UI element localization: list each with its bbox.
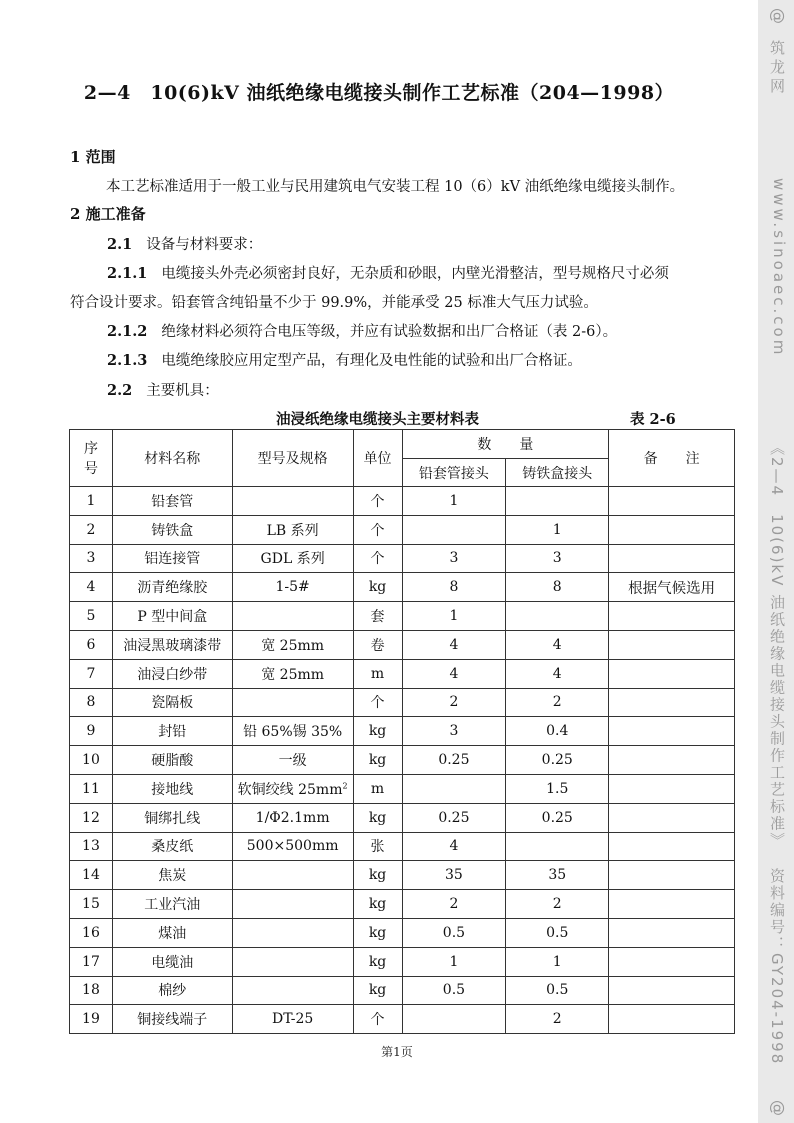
cell-qty-iron: 0.5 (506, 976, 609, 1005)
cell-qty-iron: 2 (506, 688, 609, 717)
header-qty-iron-box: 铸铁盒接头 (506, 459, 609, 487)
table-row (70, 717, 735, 746)
table-row (70, 947, 735, 976)
paragraph-2-1-1-text-a: 电缆接头外壳必须密封良好，无杂质和砂眼，内壁光滑整洁，型号规格尺寸必须 (161, 266, 669, 282)
cell-seq: 12 (70, 803, 113, 832)
cell-qty-lead: 0.5 (402, 918, 506, 947)
cell-qty-iron: 3 (506, 544, 609, 573)
cell-qty-lead (402, 515, 506, 544)
cell-qty-iron: 8 (506, 573, 609, 602)
cell-spec: 宽 25mm (232, 659, 353, 688)
page-number: 第1页 (381, 1045, 413, 1059)
cell-spec (232, 487, 353, 516)
cell-spec: 1/Φ2.1mm (232, 803, 353, 832)
paragraph-2-1-3 (107, 349, 582, 370)
cell-qty-lead: 0.5 (402, 976, 506, 1005)
cell-qty-lead: 1 (402, 947, 506, 976)
table-row (70, 544, 735, 573)
cell-seq: 9 (70, 717, 113, 746)
cell-qty-iron: 1 (506, 515, 609, 544)
cell-spec: GDL 系列 (232, 544, 353, 573)
cell-qty-lead: 3 (402, 717, 506, 746)
cell-unit: 卷 (353, 630, 402, 659)
cell-unit: kg (353, 890, 402, 919)
table-row (70, 774, 735, 803)
cell-seq: 10 (70, 746, 113, 775)
cell-qty-lead: 2 (402, 688, 506, 717)
cell-seq: 14 (70, 861, 113, 890)
paragraph-2-1-2-text: 绝缘材料必须符合电压等级，并应有试验数据和出厂合格证（表 2-6）。 (161, 324, 618, 340)
cell-qty-lead (402, 774, 506, 803)
cell-note: 根据气候选用 (609, 573, 735, 602)
cell-unit: 个 (353, 544, 402, 573)
header-note: 备 注 (609, 430, 735, 487)
side-doc-title: 《2—4 10(6)kV 油纸绝缘电缆接头制作工艺标准》 (768, 440, 786, 850)
cell-seq: 4 (70, 573, 113, 602)
cell-note (609, 803, 735, 832)
cell-unit: 套 (353, 602, 402, 631)
cell-seq: 6 (70, 630, 113, 659)
cell-spec (232, 861, 353, 890)
cell-spec: 宽 25mm (232, 630, 353, 659)
cell-qty-iron: 4 (506, 630, 609, 659)
side-top-symbol: @ (769, 8, 788, 24)
cell-qty-iron (506, 832, 609, 861)
cell-qty-lead (402, 1005, 506, 1034)
cell-unit: kg (353, 976, 402, 1005)
cell-spec: 铅 65%锡 35% (232, 717, 353, 746)
cell-unit: 张 (353, 832, 402, 861)
cell-qty-iron (506, 487, 609, 516)
header-seq-line-1: 序 (83, 441, 98, 457)
cell-name: 桑皮纸 (112, 832, 232, 861)
cell-spec: 软铜绞线 $25mm^2$ (232, 774, 353, 803)
cell-qty-lead: 35 (402, 861, 506, 890)
cell-name: 工业汽油 (112, 890, 232, 919)
cell-qty-iron: 2 (506, 890, 609, 919)
cell-name: 煤油 (112, 918, 232, 947)
cell-spec: DT-25 (232, 1005, 353, 1034)
cell-name: 铜接线端子 (112, 1005, 232, 1034)
cell-note (609, 861, 735, 890)
materials-table (69, 429, 735, 1034)
unit-superscript: 2 (342, 781, 348, 791)
cell-qty-lead: 0.25 (402, 803, 506, 832)
table-row (70, 976, 735, 1005)
section-1-text: 本工艺标准适用于一般工业与民用建筑电气安装工程 10（6）kV 油纸绝缘电缆接头制作。 (106, 179, 685, 195)
paragraph-2-2 (107, 379, 219, 400)
cell-seq: 11 (70, 774, 113, 803)
cell-unit: 个 (353, 688, 402, 717)
cell-spec (232, 890, 353, 919)
cell-qty-lead: 2 (402, 890, 506, 919)
cell-seq: 5 (70, 602, 113, 631)
cell-name: 铜绑扎线 (112, 803, 232, 832)
cell-note (609, 774, 735, 803)
cell-name: 接地线 (112, 774, 232, 803)
section-2-heading: 2 施工准备 (70, 205, 146, 223)
cell-name: P 型中间盒 (112, 602, 232, 631)
cell-note (609, 659, 735, 688)
cell-qty-iron: 35 (506, 861, 609, 890)
header-spec: 型号及规格 (232, 430, 353, 487)
cell-seq: 18 (70, 976, 113, 1005)
paragraph-2-1-1 (107, 262, 669, 283)
table-row (70, 832, 735, 861)
cell-qty-lead: 1 (402, 602, 506, 631)
cell-qty-iron: 1.5 (506, 774, 609, 803)
cell-qty-iron: 0.5 (506, 918, 609, 947)
cell-unit: m (353, 659, 402, 688)
cell-seq: 16 (70, 918, 113, 947)
header-seq-line-2: 号 (83, 461, 98, 477)
table-row (70, 890, 735, 919)
cell-spec: 1-5# (232, 573, 353, 602)
cell-qty-iron (506, 602, 609, 631)
cell-seq: 13 (70, 832, 113, 861)
cell-note (609, 1005, 735, 1034)
table-number: 表 2-6 (630, 411, 676, 428)
cell-unit: kg (353, 861, 402, 890)
cell-spec (232, 947, 353, 976)
cell-seq: 1 (70, 487, 113, 516)
cell-note (609, 746, 735, 775)
cell-name: 焦炭 (112, 861, 232, 890)
cell-note (609, 890, 735, 919)
cell-qty-lead: 4 (402, 659, 506, 688)
cell-unit: kg (353, 717, 402, 746)
cell-name: 电缆油 (112, 947, 232, 976)
cell-qty-lead: 1 (402, 487, 506, 516)
table-row (70, 918, 735, 947)
cell-qty-lead: 4 (402, 832, 506, 861)
header-quantity: 数 量 (402, 430, 609, 459)
table-row (70, 487, 735, 516)
cell-spec (232, 976, 353, 1005)
cell-qty-lead: 8 (402, 573, 506, 602)
cell-note (609, 688, 735, 717)
cell-note (609, 947, 735, 976)
side-doc-code: 资料编号：GY204-1998 (768, 868, 786, 1066)
cell-unit: kg (353, 573, 402, 602)
cell-spec (232, 688, 353, 717)
cell-note (609, 515, 735, 544)
table-row (70, 803, 735, 832)
cell-qty-iron: 4 (506, 659, 609, 688)
cell-name: 铝连接管 (112, 544, 232, 573)
table-row (70, 1005, 735, 1034)
cell-note (609, 544, 735, 573)
cell-unit: kg (353, 918, 402, 947)
header-unit: 单位 (353, 430, 402, 487)
cell-seq: 19 (70, 1005, 113, 1034)
cell-unit: m (353, 774, 402, 803)
side-url: www.sinoaec.com (770, 178, 788, 358)
cell-qty-lead: 0.25 (402, 746, 506, 775)
paragraph-2-1-2-number: 2.1.2 (107, 323, 148, 340)
cell-qty-iron: 0.25 (506, 803, 609, 832)
header-name: 材料名称 (112, 430, 232, 487)
cell-seq: 2 (70, 515, 113, 544)
header-seq (70, 430, 113, 487)
table-row (70, 861, 735, 890)
cell-name: 油浸黑玻璃漆带 (112, 630, 232, 659)
cell-note (609, 602, 735, 631)
table-row (70, 573, 735, 602)
paragraph-2-1-1-text-b: 符合设计要求。铅套管含纯铅量不少于 99.9%，并能承受 25 标准大气压力试验。 (70, 295, 598, 311)
paragraph-2-1-3-number: 2.1.3 (107, 352, 148, 369)
cell-seq: 17 (70, 947, 113, 976)
cell-seq: 15 (70, 890, 113, 919)
cell-unit: 个 (353, 487, 402, 516)
cell-spec: LB 系列 (232, 515, 353, 544)
paragraph-2-1 (107, 233, 262, 254)
paragraph-2-1-3-text: 电缆绝缘胶应用定型产品，有理化及电性能的试验和出厂合格证。 (161, 353, 582, 369)
paragraph-2-1-number: 2.1 (107, 236, 133, 253)
cell-note (609, 630, 735, 659)
cell-seq: 8 (70, 688, 113, 717)
cell-note (609, 717, 735, 746)
section-1-heading: 1 范围 (70, 148, 116, 166)
cell-qty-lead: 4 (402, 630, 506, 659)
paragraph-2-1-2 (107, 320, 617, 341)
cell-qty-iron: 0.4 (506, 717, 609, 746)
table-row (70, 602, 735, 631)
header-qty-lead-sleeve: 铅套管接头 (402, 459, 506, 487)
cell-spec: 500×500mm (232, 832, 353, 861)
cell-name: 棉纱 (112, 976, 232, 1005)
table-caption: 油浸纸绝缘电缆接头主要材料表 (276, 411, 479, 428)
cell-seq: 7 (70, 659, 113, 688)
cell-spec: 一级 (232, 746, 353, 775)
cell-name: 硬脂酸 (112, 746, 232, 775)
table-header-row (70, 430, 735, 459)
cell-name: 瓷隔板 (112, 688, 232, 717)
table-row (70, 746, 735, 775)
cell-name: 油浸白纱带 (112, 659, 232, 688)
table-row (70, 515, 735, 544)
cell-name: 铅套管 (112, 487, 232, 516)
cell-qty-iron: 1 (506, 947, 609, 976)
table-row (70, 630, 735, 659)
cell-unit: 个 (353, 515, 402, 544)
cell-unit: kg (353, 746, 402, 775)
paragraph-2-2-text: 主要机具： (146, 383, 219, 399)
cell-seq: 3 (70, 544, 113, 573)
cell-name: 封铅 (112, 717, 232, 746)
cell-unit: 个 (353, 1005, 402, 1034)
cell-qty-iron: 2 (506, 1005, 609, 1034)
paragraph-2-1-1-number: 2.1.1 (107, 265, 148, 282)
cell-qty-iron: 0.25 (506, 746, 609, 775)
cell-name: 铸铁盒 (112, 515, 232, 544)
side-site-name: 筑龙网 (768, 40, 786, 97)
cell-spec (232, 602, 353, 631)
cell-unit: kg (353, 947, 402, 976)
paragraph-2-2-number: 2.2 (107, 382, 133, 399)
table-row (70, 688, 735, 717)
cell-note (609, 918, 735, 947)
cell-note (609, 487, 735, 516)
cell-note (609, 832, 735, 861)
cell-note (609, 976, 735, 1005)
side-bottom-symbol: @ (769, 1100, 788, 1116)
cell-spec (232, 918, 353, 947)
page-title: 2—4 10(6)kV 油纸绝缘电缆接头制作工艺标准（204—1998） (83, 82, 675, 104)
cell-qty-lead: 3 (402, 544, 506, 573)
cell-unit: kg (353, 803, 402, 832)
cell-name: 沥青绝缘胶 (112, 573, 232, 602)
paragraph-2-1-text: 设备与材料要求： (146, 237, 263, 253)
table-row (70, 659, 735, 688)
